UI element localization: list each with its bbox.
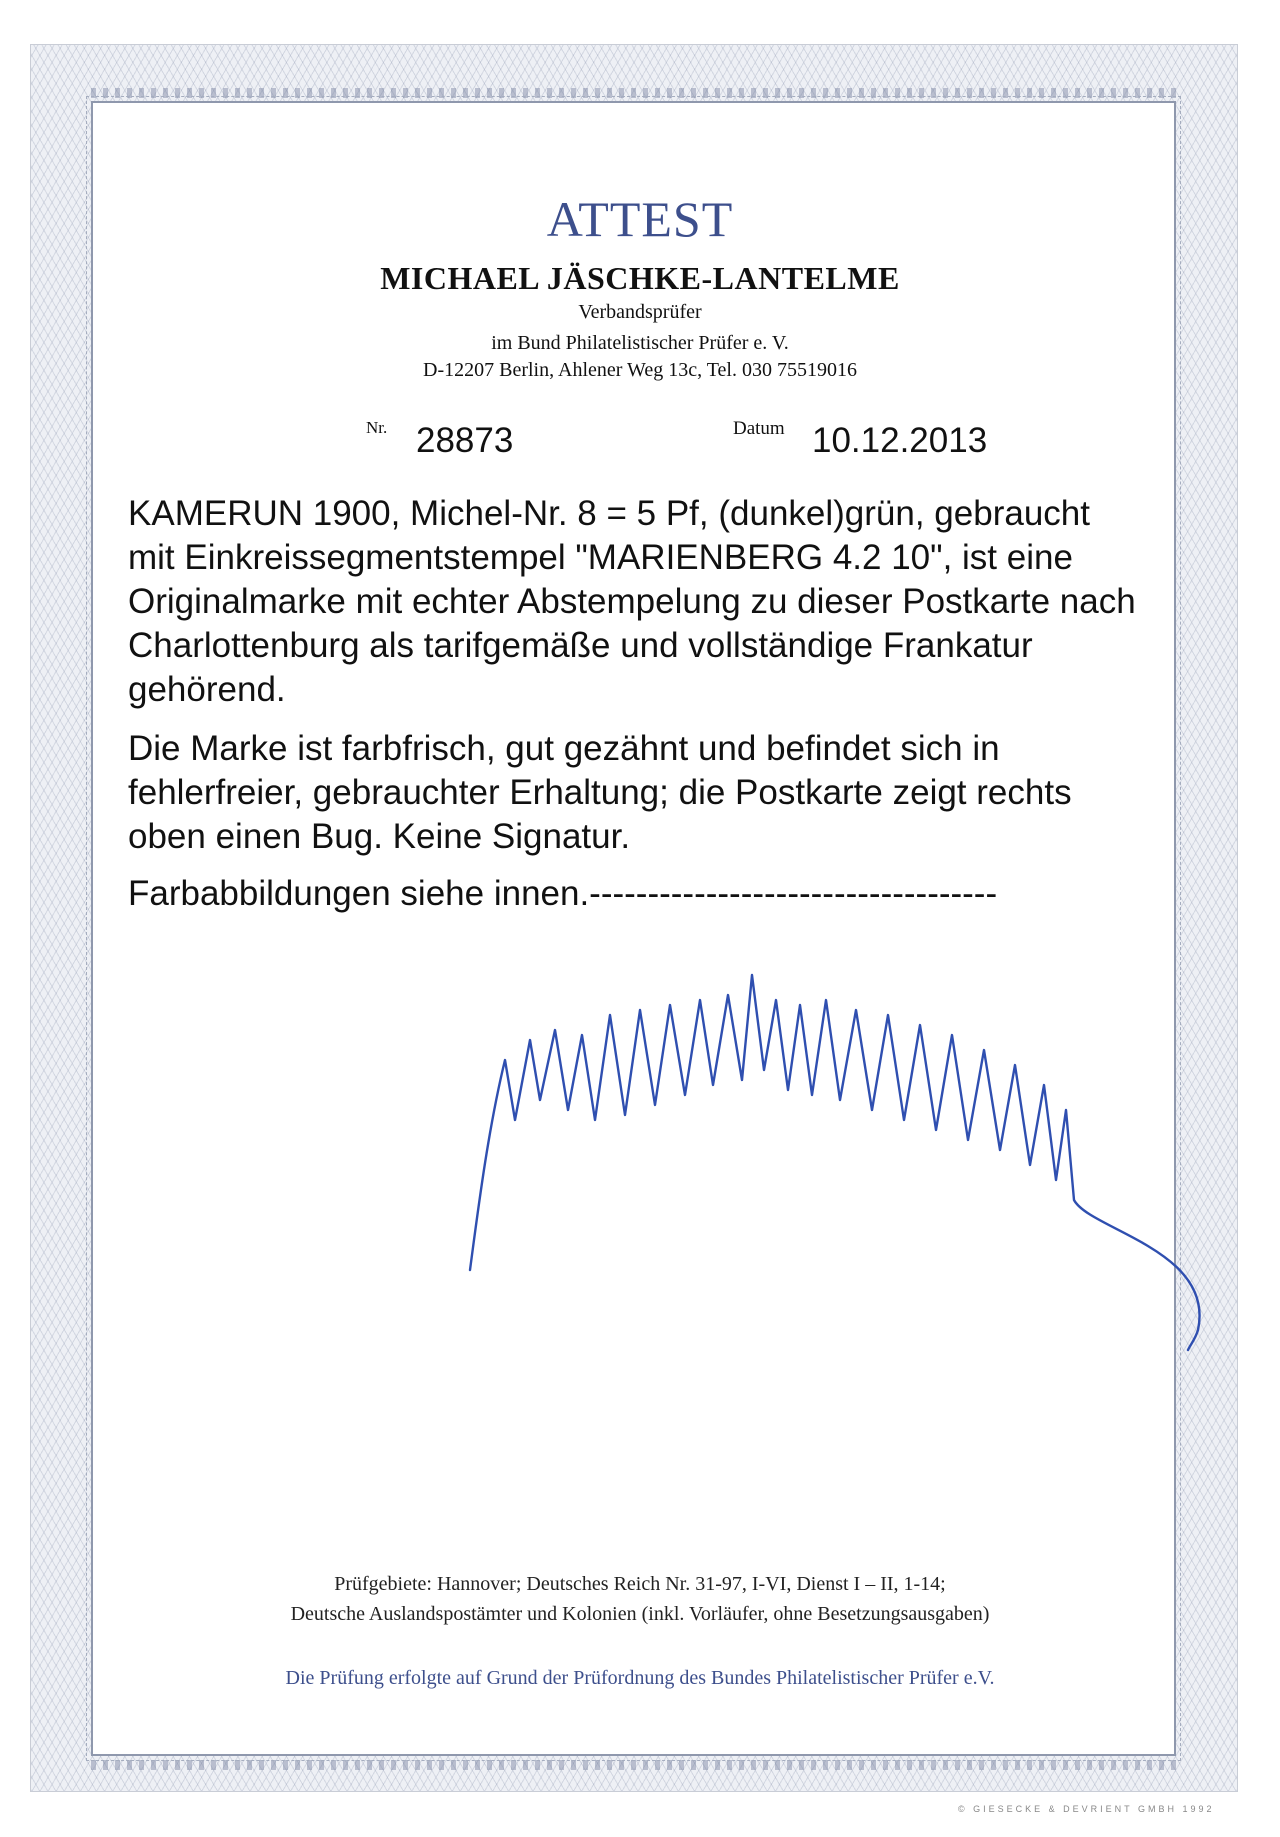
certificate-number: 28873 <box>416 421 514 460</box>
condition-paragraph: Die Marke ist farbfrisch, gut gezähnt und befindet sich in fehlerfreier, gebrauchter Erhaltung; die Postkarte zeigt rechts oben einen Bug. Keine Signatur. <box>128 729 1072 856</box>
images-note: Farbabbildungen siehe innen.----------------------------------- <box>128 874 998 913</box>
examiner-association: im Bund Philatelistischer Prüfer e. V. <box>491 332 789 354</box>
signature-stroke <box>470 975 1200 1350</box>
examiner-name: MICHAEL JÄSCHKE-LANTELME <box>380 260 900 296</box>
certificate-title: ATTEST <box>546 191 734 247</box>
examiner-role: Verbandsprüfer <box>578 301 702 323</box>
certificate-date-label: Datum <box>733 418 785 439</box>
description-paragraph: KAMERUN 1900, Michel-Nr. 8 = 5 Pf, (dunkel)grün, gebraucht mit Einkreissegmentstempel "MARIENBERG 4.2 10", ist eine Originalmarke mit echter Abstempelung zu dieser Postkarte nach Charlottenburg als tarifgemäße und vollständige Frankatur gehörend. <box>128 494 1136 709</box>
certificate-date: 10.12.2013 <box>812 421 988 460</box>
examiner-address: D-12207 Berlin, Ahlener Weg 13c, Tel. 030 75519016 <box>423 359 857 381</box>
certificate-number-label: Nr. <box>366 418 388 437</box>
footer-examination-rules: Die Prüfung erfolgte auf Grund der Prüfordnung des Bundes Philatelistischer Prüfer e.V. <box>285 1667 995 1689</box>
printer-imprint: © GIESECKE & DEVRIENT GMBH 1992 <box>958 1804 1215 1814</box>
footer-examination-areas: Prüfgebiete: Hannover; Deutsches Reich Nr. 31-97, I-VI, Dienst I – II, 1-14; <box>334 1573 946 1595</box>
footer-examination-areas-2: Deutsche Auslandspostämter und Kolonien (inkl. Vorläufer, ohne Besetzungsausgaben) <box>290 1603 990 1625</box>
